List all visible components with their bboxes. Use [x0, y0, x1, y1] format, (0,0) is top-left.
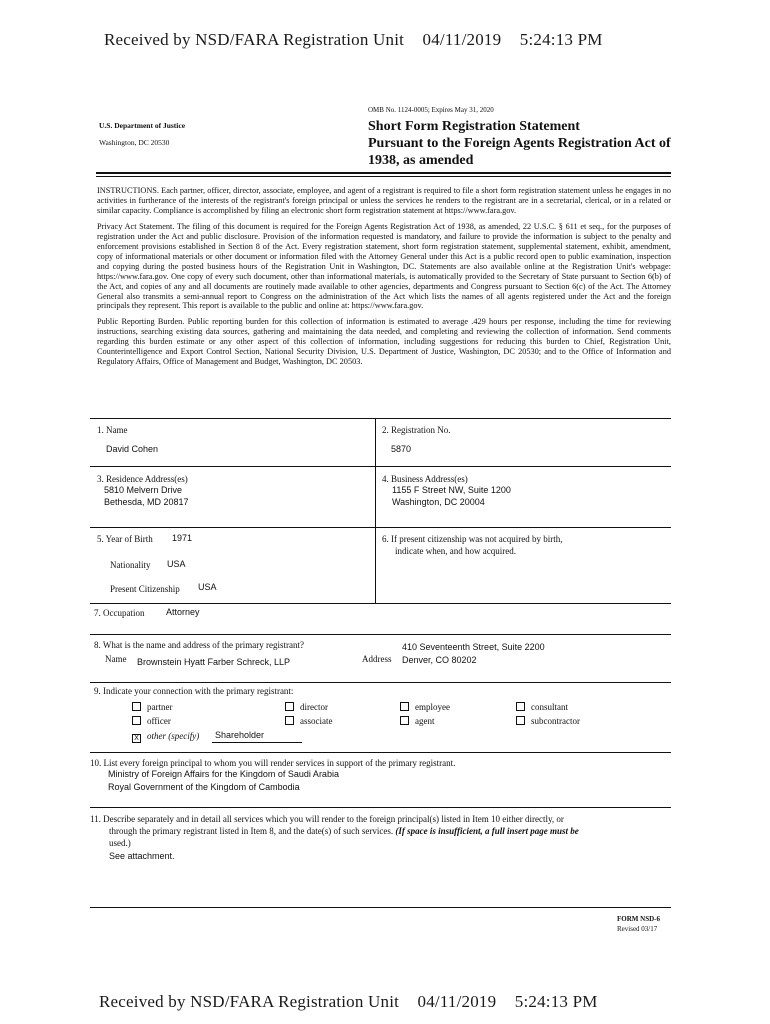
year-of-birth-label: 5. Year of Birth — [97, 534, 153, 544]
title-line-2: Pursuant to the Foreign Agents Registration Act of — [368, 136, 671, 152]
associate-label: associate — [300, 716, 333, 726]
business-line-1: 1155 F Street NW, Suite 1200 — [392, 485, 511, 495]
present-citizenship-label: Present Citizenship — [110, 584, 180, 594]
director-label: director — [300, 702, 328, 712]
year-of-birth-value: 1971 — [172, 533, 193, 543]
other-underline — [212, 742, 302, 743]
partner-checkbox[interactable] — [132, 702, 141, 711]
omb-number: OMB No. 1124-0005; Expires May 31, 2020 — [368, 106, 494, 114]
residence-label: 3. Residence Address(es) — [97, 474, 188, 484]
stamp-text: Received by NSD/FARA Registration Unit — [99, 992, 400, 1011]
director-checkbox[interactable] — [285, 702, 294, 711]
title-line-1: Short Form Registration Statement — [368, 119, 580, 134]
services-question-italic: (If space is insufficient, a full insert page must be — [395, 826, 579, 836]
present-citizenship-value: USA — [198, 582, 217, 592]
option-other[interactable] — [132, 731, 199, 743]
citizenship-question-1: 6. If present citizenship was not acquired by birth, — [382, 534, 563, 544]
associate-checkbox[interactable] — [285, 716, 294, 725]
agency-city: Washington, DC 20530 — [99, 138, 170, 147]
header-rule — [96, 172, 671, 174]
foreign-principal-1: Ministry of Foreign Affairs for the Kingdom of Saudi Arabia — [108, 769, 339, 779]
option-officer[interactable] — [132, 716, 171, 726]
occupation-value: Attorney — [166, 607, 200, 617]
subcontractor-label: subcontractor — [531, 716, 580, 726]
form-top-rule — [90, 418, 671, 419]
primary-registrant-question: 8. What is the name and address of the primary registrant? — [94, 640, 305, 650]
consultant-checkbox[interactable] — [516, 702, 525, 711]
employee-checkbox[interactable] — [400, 702, 409, 711]
partner-label: partner — [147, 702, 173, 712]
row-rule-2 — [90, 527, 671, 528]
primary-address-line-1: 410 Seventeenth Street, Suite 2200 — [402, 642, 545, 652]
received-stamp-top — [104, 30, 617, 50]
row-rule-6 — [90, 752, 671, 753]
option-agent[interactable] — [400, 716, 435, 726]
received-stamp-bottom — [99, 992, 612, 1012]
connection-question: 9. Indicate your connection with the primary registrant: — [94, 686, 294, 696]
stamp-date: 04/11/2019 — [422, 30, 502, 49]
stamp-time: 5:24:13 PM — [519, 30, 603, 49]
residence-line-2: Bethesda, MD 20817 — [104, 497, 189, 507]
registration-no-value: 5870 — [391, 444, 412, 454]
services-question-3: used.) — [109, 838, 131, 848]
registration-no-label: 2. Registration No. — [382, 425, 451, 435]
stamp-time: 5:24:13 PM — [514, 992, 598, 1011]
option-consultant[interactable] — [516, 702, 568, 712]
business-line-2: Washington, DC 20004 — [392, 497, 485, 507]
option-associate[interactable] — [285, 716, 332, 726]
services-value: See attachment. — [109, 851, 175, 861]
row-rule-1 — [90, 466, 671, 467]
form-revised: Revised 03/17 — [617, 925, 658, 933]
foreign-principal-question: 10. List every foreign principal to whom you will render services in support of the primary registrant. — [90, 758, 456, 768]
foreign-principal-2: Royal Government of the Kingdom of Cambodia — [108, 782, 300, 792]
other-label: other (specify) — [147, 731, 200, 741]
consultant-label: consultant — [531, 702, 568, 712]
services-question-1: 11. Describe separately and in detail all services which you will render to the foreign principal(s) listed in Item 10 either directly, or — [90, 814, 564, 824]
header-rule-2 — [96, 176, 671, 177]
burden-paragraph: Public Reporting Burden. Public reporting burden for this collection of information is estimated to average .429 hours per response, including the time for reviewing instructions, searching existing data sources, gathering and maintaining the data needed, and completing and reviewing the collection of information. Send comments regarding this burden estimate or any other aspect of this collection of information, including suggestions for reducing this burden to Chief, Registration Unit, Counterintelligence and Export Control Section, National Security Division, U.S. Department of Justice, Washington, DC 20530; and to the Office of Information and Regulatory Affairs, Office of Management and Budget, Washington, DC 20503. — [97, 317, 671, 367]
column-divider — [375, 418, 376, 603]
stamp-text: Received by NSD/FARA Registration Unit — [104, 30, 405, 49]
services-question-2-text: through the primary registrant listed in Item 8, and the date(s) of such services. — [109, 826, 394, 836]
subcontractor-checkbox[interactable] — [516, 716, 525, 725]
name-value: David Cohen — [106, 444, 159, 454]
instructions — [97, 186, 671, 373]
agency-name: U.S. Department of Justice — [99, 121, 186, 130]
row-rule-7 — [90, 807, 671, 808]
row-rule-4 — [90, 634, 671, 635]
other-value: Shareholder — [215, 730, 265, 740]
services-question-2 — [109, 826, 579, 836]
occupation-label: 7. Occupation — [94, 608, 145, 618]
row-rule-3 — [90, 603, 671, 604]
privacy-act-paragraph: Privacy Act Statement. The filing of this document is required for the Foreign Agents Registration Act of 1938, as amended, 22 U.S.C. § 611 et seq., for the purposes of registration under the Act and public disclosure. Provision of the information requested is mandatory, and failure to provide the information is subject to the penalty and enforcement provisions established in Section 8 of the Act. Every registration statement, short form registration statement, supplemental statement, exhibit, amendment, copy of informational materials or other document or information filed with the Attorney General under this Act is a public record open to public examination, inspection and copying during the posted business hours of the Registration Unit in Washington, DC. Statements are also available online at the Registration Unit's webpage: https://www.fara.gov. One copy of every such document, other than informational materials, is automatically provided to the Secretary of State pursuant to Section 6(b) of the Act, and copies of any and all documents are routinely made available to other agencies, departments and Congress pursuant to Section 6(c) of the Act. The Attorney General also transmits a semi-annual report to Congress on the administration of the Act which lists the names of all agents registered under the Act and the foreign principals they represent. This report is available to the public and online at: https://www.fara.gov. — [97, 221, 671, 311]
business-label: 4. Business Address(es) — [382, 474, 468, 484]
primary-address-line-2: Denver, CO 80202 — [402, 655, 477, 665]
primary-name-label: Name — [105, 654, 127, 664]
option-subcontractor[interactable] — [516, 716, 580, 726]
primary-name-value: Brownstein Hyatt Farber Schreck, LLP — [137, 657, 291, 667]
other-checkbox[interactable]: X — [132, 734, 141, 743]
form-bottom-rule — [90, 907, 671, 908]
option-director[interactable] — [285, 702, 328, 712]
officer-label: officer — [147, 716, 171, 726]
instructions-paragraph: INSTRUCTIONS. Each partner, officer, director, associate, employee, and agent of a registrant is required to file a short form registration statement unless he engages in no activities in furtherance of the interests of the registrant's foreign principal or unless the services he renders to the registrant are in a secretarial, clerical, or in a related or similar capacity. Compliance is accomplished by filing an electronic short form registration statement at https://www.fara.gov. — [97, 186, 671, 215]
nationality-value: USA — [167, 559, 186, 569]
nationality-label: Nationality — [110, 560, 151, 570]
option-employee[interactable] — [400, 702, 450, 712]
primary-address-label: Address — [362, 654, 392, 664]
option-partner[interactable] — [132, 702, 172, 712]
form-title — [368, 118, 688, 169]
stamp-date: 04/11/2019 — [417, 992, 497, 1011]
row-rule-5 — [90, 682, 671, 683]
form-number: FORM NSD-6 — [617, 915, 660, 923]
employee-label: employee — [415, 702, 450, 712]
name-label: 1. Name — [97, 425, 128, 435]
citizenship-question-2: indicate when, and how acquired. — [395, 546, 516, 556]
agent-label: agent — [415, 716, 435, 726]
title-line-3: 1938, as amended — [368, 153, 474, 169]
officer-checkbox[interactable] — [132, 716, 141, 725]
agent-checkbox[interactable] — [400, 716, 409, 725]
residence-line-1: 5810 Melvern Drive — [104, 485, 183, 495]
